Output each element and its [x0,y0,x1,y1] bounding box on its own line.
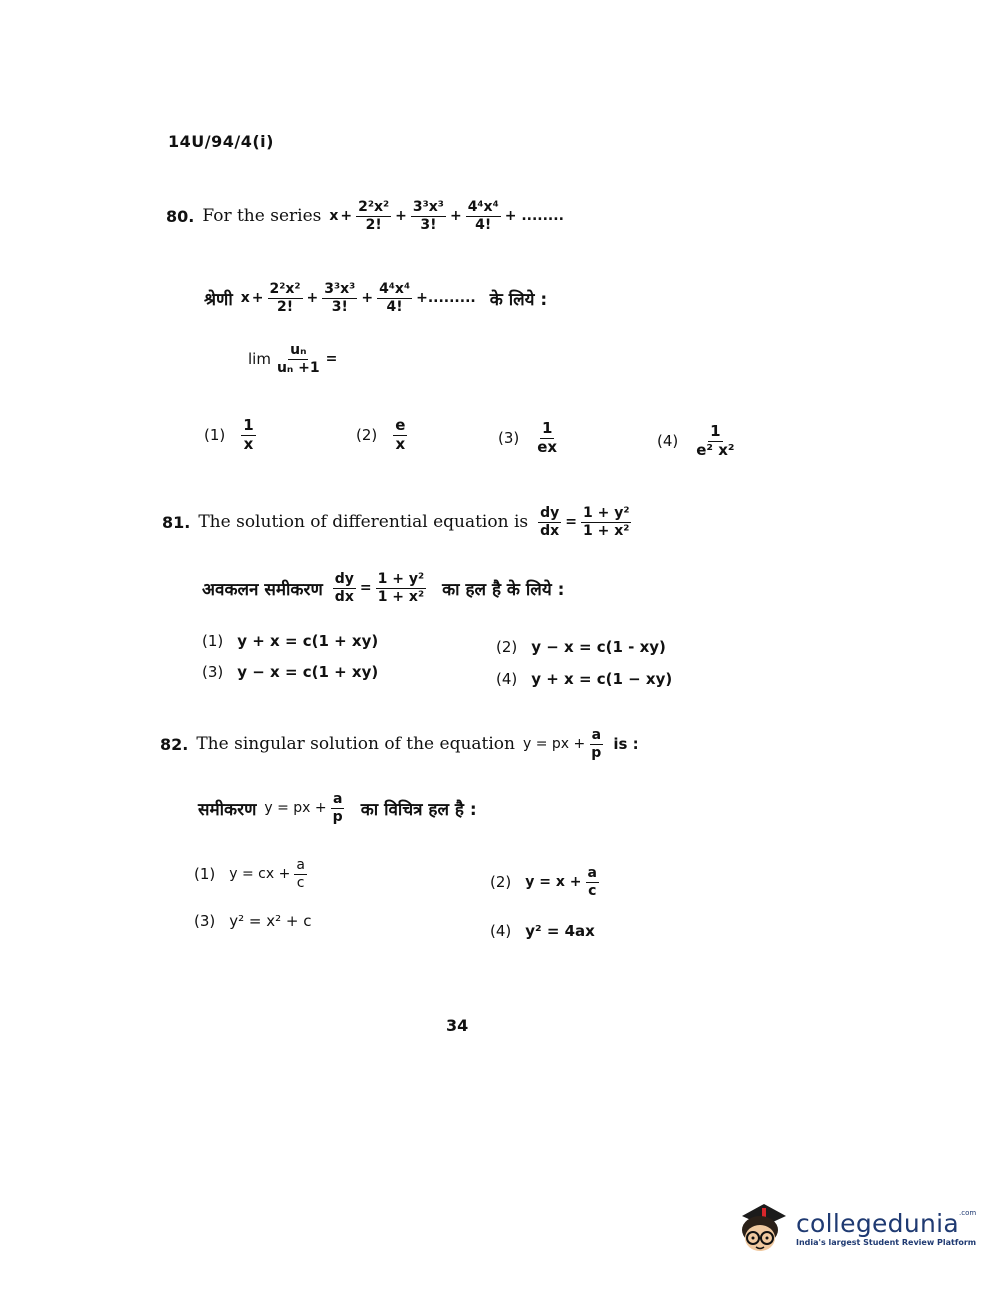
series-expression-hindi: x + $\frac{\text{2²x²}}{2!}$ + $\frac{\text{3³x³}}{3!}$ + $\frac{\text{4⁴x⁴}}{4!}$ +......... [240,281,476,315]
clairaut-equation: y = px + $\frac{a}{p}$ [523,727,602,761]
option-81-1[interactable]: (1) y + x = c(1 + xy) [202,632,379,650]
hindi-prefix: समीकरण [198,799,257,820]
logo-tagline: India's largest Student Review Platform [796,1238,977,1247]
page-number: 34 [446,1016,469,1035]
clairaut-equation-hindi: y = px + $\frac{a}{p}$ [264,791,343,825]
limit-expression: lim $\frac{\text{uₙ}}{\text{uₙ +1}}$ = [248,342,338,376]
paper-code: 14U/94/4(i) [168,132,274,151]
question-81 [162,506,633,538]
hindi-suffix: का हल है के लिये : [442,579,565,600]
hindi-suffix: के लिये : [489,289,548,310]
question-80-hindi [204,282,547,314]
mascot-icon [734,1196,790,1260]
question-number: 81. [162,512,191,532]
differential-equation-hindi: $\frac{dy}{dx}$ = $\frac{\text{1 + y²}}{\text{1 + x²}}$ [334,571,425,605]
option-81-3[interactable]: (3) y − x = c(1 + xy) [202,663,379,681]
question-80 [166,200,564,232]
option-82-1[interactable]: (1) y = cx + $\frac{a}{c}$ [194,857,305,891]
hindi-suffix: का विचित्र हल है : [360,799,477,820]
differential-equation: $\frac{dy}{dx}$ = $\frac{\text{1 + y²}}{\text{1 + x²}}$ [540,505,630,539]
logo-com: .com [959,1209,977,1217]
is-label: is : [613,735,639,754]
logo-name: collegedunia [796,1209,959,1238]
hindi-prefix: श्रेणी [204,289,233,310]
option-80-4[interactable]: (4) $\frac{1}{\text{e² x²}}$ [657,422,735,459]
question-82 [160,728,639,760]
question-82-hindi [198,792,477,824]
question-number: 80. [166,206,195,226]
question-text: The singular solution of the equation [196,734,515,755]
option-80-1[interactable]: (1) $\frac{1}{x}$ [204,416,254,453]
question-81-hindi [202,572,564,604]
series-expression: x + $\frac{\text{2²x²}}{2!}$ + $\frac{\text{3³x³}}{3!}$ + $\frac{\text{4⁴x⁴}}{4!}$ + ........ [329,199,564,233]
option-80-3[interactable]: (3) $\frac{1}{ex}$ [498,419,558,456]
option-82-4[interactable]: (4) y² = 4ax [490,922,595,940]
option-82-3[interactable]: (3) y² = x² + c [194,912,312,930]
option-81-2[interactable]: (2) y − x = c(1 - xy) [496,638,666,656]
option-82-2[interactable]: (2) y = x + $\frac{a}{c}$ [490,865,597,899]
question-text: The solution of differential equation is [198,512,529,533]
hindi-prefix: अवकलन समीकरण [202,579,323,600]
collegedunia-logo[interactable] [734,1196,976,1260]
option-81-4[interactable]: (4) y + x = c(1 − xy) [496,670,673,688]
question-text: For the series [202,206,322,227]
option-80-2[interactable]: (2) $\frac{e}{x}$ [356,416,406,453]
question-number: 82. [160,734,189,754]
